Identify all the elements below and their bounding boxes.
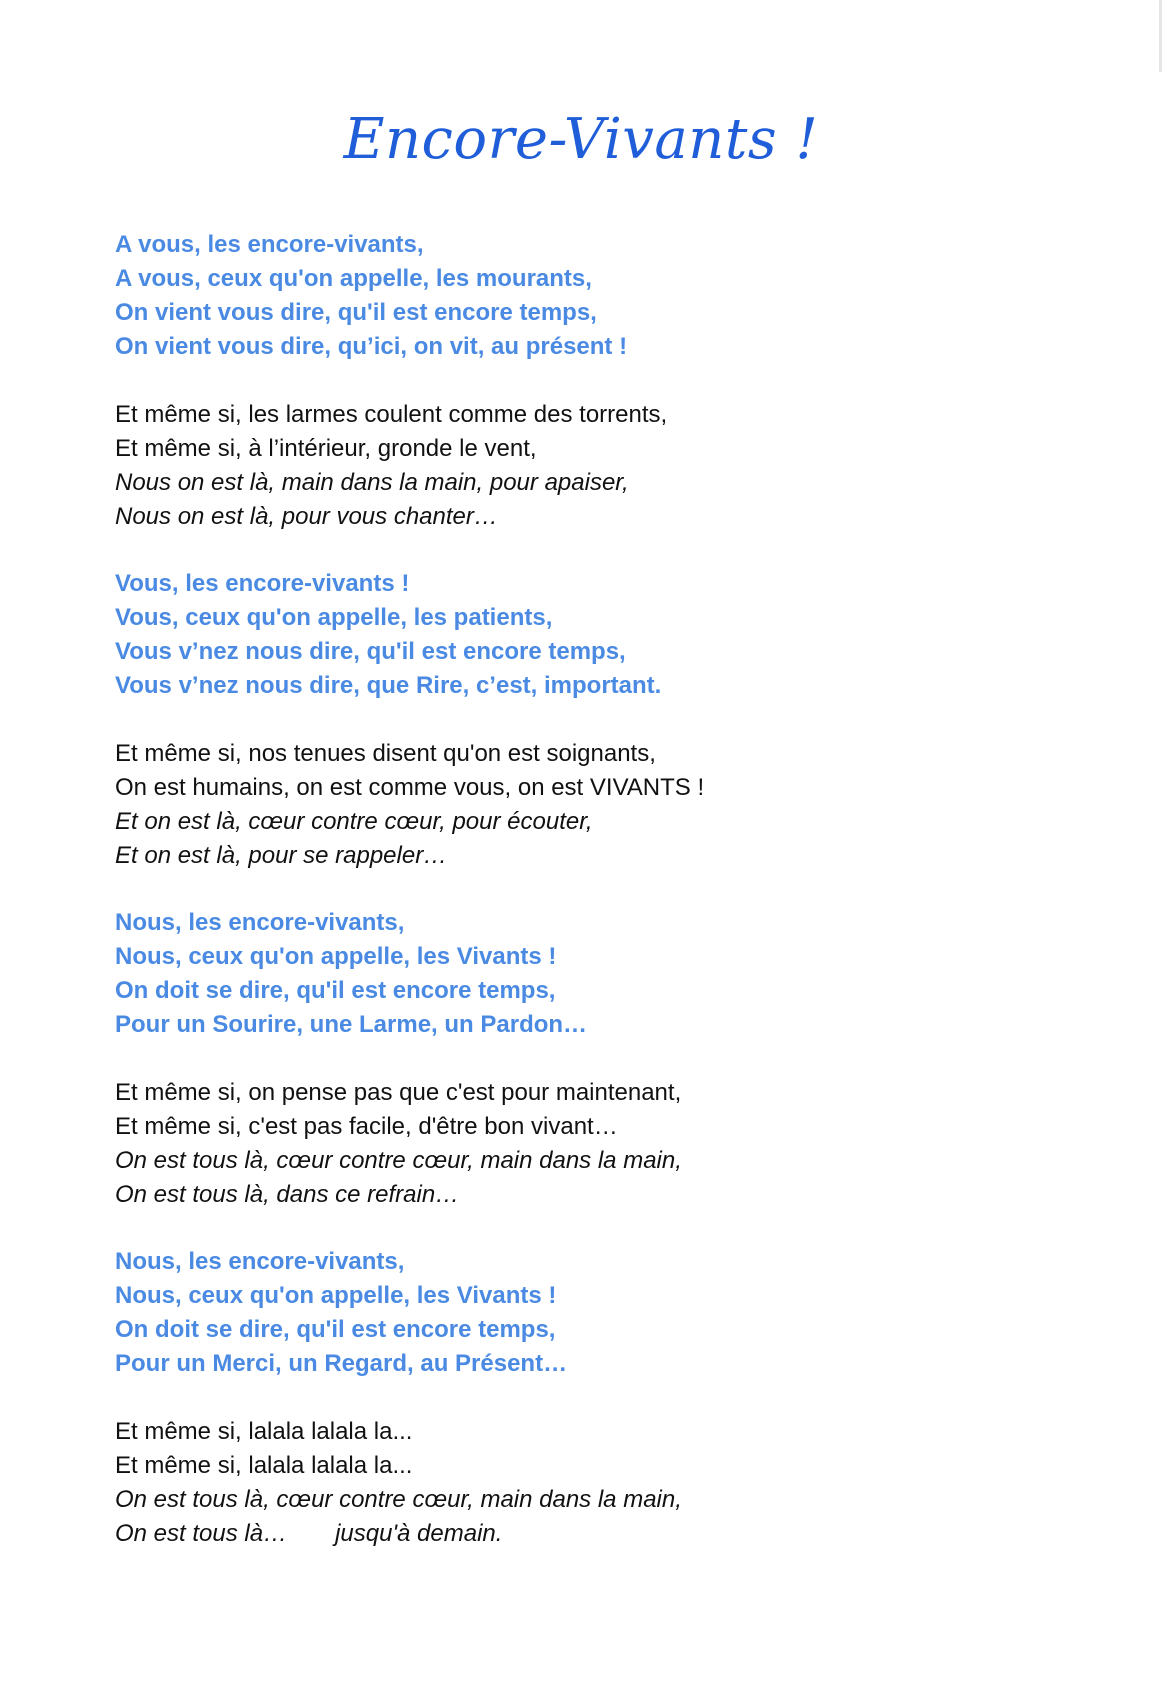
lyric-line: Et même si, les larmes coulent comme des torrents, [115,400,668,428]
lyric-line: On est tous là, dans ce refrain… [115,1180,460,1208]
lyric-line: On est humains, on est comme vous, on est VIVANTS ! [115,773,705,801]
lyric-line: On est tous là, cœur contre cœur, main dans la main, [115,1146,682,1174]
verse-4 [115,1415,1015,1551]
song-title: Encore-Vivants ! [343,107,819,172]
lyrics [115,228,1015,1584]
lyric-line: A vous, ceux qu'on appelle, les mourants, [115,265,592,292]
lyric-line: Vous, les encore-vivants ! [115,570,410,597]
chorus-4 [115,1245,1015,1381]
final-line-tail: jusqu'à demain. [335,1519,503,1547]
lyric-line: On est tous là, cœur contre cœur, main dans la main, [115,1485,682,1513]
verse-2 [115,737,1015,873]
lyric-line: Vous v’nez nous dire, que Rire, c’est, important. [115,672,662,699]
lyric-line: Nous, les encore-vivants, [115,1248,405,1275]
lyric-line: Et même si, lalala lalala la... [115,1417,413,1445]
chorus-1 [115,228,1015,364]
lyric-line: On vient vous dire, qu'il est encore temps, [115,299,597,326]
lyric-line: Pour un Merci, un Regard, au Présent… [115,1350,568,1377]
lyric-line: A vous, les encore-vivants, [115,231,424,258]
final-line-start: On est tous là… [115,1519,288,1547]
lyric-line: Et même si, c'est pas facile, d'être bon vivant… [115,1112,618,1140]
lyric-line: Et même si, nos tenues disent qu'on est soignants, [115,739,656,767]
lyric-line: On doit se dire, qu'il est encore temps, [115,1316,556,1343]
verse-1 [115,398,1015,534]
lyric-line: On doit se dire, qu'il est encore temps, [115,977,556,1004]
lyric-line: Vous v’nez nous dire, qu'il est encore temps, [115,638,626,665]
lyric-line: Nous, ceux qu'on appelle, les Vivants ! [115,1282,557,1309]
chorus-3 [115,906,1015,1042]
lyric-line: Et on est là, pour se rappeler… [115,841,448,869]
lyric-line: Vous, ceux qu'on appelle, les patients, [115,604,553,631]
lyric-line: Et on est là, cœur contre cœur, pour écouter, [115,807,593,835]
lyric-line: Pour un Sourire, une Larme, un Pardon… [115,1011,588,1038]
lyric-line: Nous on est là, main dans la main, pour apaiser, [115,468,629,496]
lyric-line: Nous on est là, pour vous chanter… [115,502,498,530]
chorus-2 [115,567,1015,703]
final-lyric-line [115,1517,1015,1551]
lyric-line: On vient vous dire, qu’ici, on vit, au présent ! [115,333,628,360]
lyric-line: Et même si, on pense pas que c'est pour maintenant, [115,1078,682,1106]
lyric-line: Nous, les encore-vivants, [115,909,405,936]
lyric-line: Nous, ceux qu'on appelle, les Vivants ! [115,943,557,970]
lyric-line: Et même si, à l’intérieur, gronde le vent, [115,434,537,462]
verse-3 [115,1076,1015,1212]
lyric-line: Et même si, lalala lalala la... [115,1451,413,1479]
